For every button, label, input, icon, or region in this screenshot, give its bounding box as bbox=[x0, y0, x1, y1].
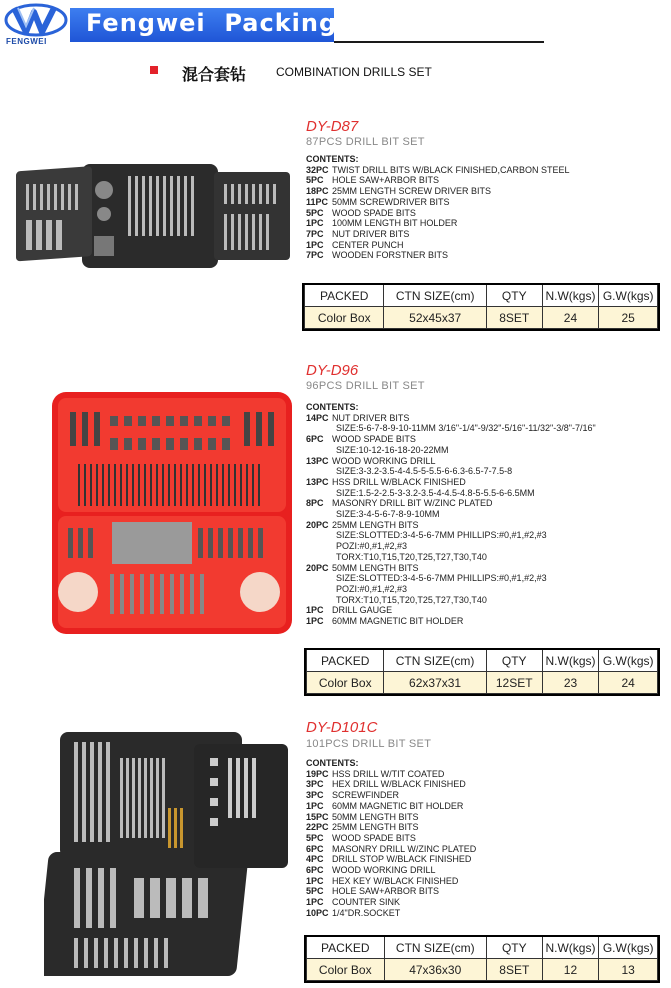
item-desc: 1/4"DR.SOCKET bbox=[332, 907, 401, 918]
item-qty: 10PC bbox=[306, 907, 329, 918]
header-ctn-size: CTN SIZE(cm) bbox=[384, 285, 486, 307]
item-qty: 18PC bbox=[306, 186, 329, 197]
contents-item bbox=[306, 434, 596, 445]
header-ctn-size: CTN SIZE(cm) bbox=[384, 937, 486, 959]
item-qty: 1PC bbox=[306, 605, 324, 616]
item-qty: 7PC bbox=[306, 250, 324, 261]
brand-name: Fengwei Packing bbox=[86, 9, 338, 37]
logo-text: FENGWEI bbox=[6, 37, 47, 46]
item-desc: POZI:#0,#1,#2,#3 bbox=[336, 583, 408, 594]
contents-item bbox=[306, 488, 596, 499]
item-qty: 3PC bbox=[306, 779, 324, 790]
product-code: DY-D96 bbox=[306, 362, 359, 379]
fengwei-logo bbox=[4, 2, 68, 42]
contents-item bbox=[306, 886, 476, 897]
contents-item bbox=[306, 477, 596, 488]
contents-item bbox=[306, 197, 570, 208]
contents-item bbox=[306, 812, 476, 823]
product-code: DY-D101C bbox=[306, 719, 378, 736]
item-desc: POZI:#0,#1,#2,#3 bbox=[336, 541, 408, 552]
section-title-en: COMBINATION DRILLS SET bbox=[276, 65, 432, 79]
contents-list bbox=[306, 402, 596, 627]
item-qty: 5PC bbox=[306, 832, 324, 843]
header-packed: PACKED bbox=[305, 285, 384, 307]
contents-item bbox=[306, 445, 596, 456]
item-desc: 100MM LENGTH BIT HOLDER bbox=[332, 218, 458, 229]
product-photo-dy-d101c bbox=[44, 728, 290, 978]
item-qty: 6PC bbox=[306, 434, 324, 445]
cell-gw: 13 bbox=[599, 959, 658, 981]
item-desc: MASONRY DRILL BIT W/ZINC PLATED bbox=[332, 498, 493, 509]
product-subtitle: 96PCS DRILL BIT SET bbox=[306, 380, 425, 392]
item-desc: DRILL STOP W/BLACK FINISHED bbox=[332, 854, 472, 865]
contents-item bbox=[306, 605, 596, 616]
contents-item bbox=[306, 520, 596, 531]
header-packed: PACKED bbox=[307, 650, 384, 672]
cell-packed: Color Box bbox=[307, 959, 385, 981]
header-ctn-size: CTN SIZE(cm) bbox=[384, 650, 486, 672]
header-gw: G.W(kgs) bbox=[599, 937, 658, 959]
header-nw: N.W(kgs) bbox=[542, 937, 599, 959]
item-desc: SIZE:SLOTTED:3-4-5-6-7MM PHILLIPS:#0,#1,#2,#3 bbox=[336, 573, 547, 584]
item-desc: TORX:T10,T15,T20,T25,T27,T30,T40 bbox=[336, 551, 487, 562]
item-desc: SIZE:3-4-5-6-7-8-9-10MM bbox=[336, 509, 440, 520]
item-desc: HSS DRILL W/BLACK FINISHED bbox=[332, 476, 466, 487]
item-qty: 6PC bbox=[306, 865, 324, 876]
cell-ctn-size: 47x36x30 bbox=[384, 959, 486, 981]
cell-packed: Color Box bbox=[305, 307, 384, 329]
item-desc: 25MM LENGTH BITS bbox=[332, 822, 419, 833]
cell-gw: 24 bbox=[599, 672, 658, 694]
item-desc: HEX DRILL W/BLACK FINISHED bbox=[332, 779, 466, 790]
item-qty: 22PC bbox=[306, 822, 329, 833]
item-desc: WOOD WORKING DRILL bbox=[332, 455, 436, 466]
cell-qty: 12SET bbox=[486, 672, 542, 694]
item-qty: 20PC bbox=[306, 519, 329, 530]
product-photo-dy-d96 bbox=[48, 388, 296, 638]
item-qty: 1PC bbox=[306, 239, 324, 250]
item-qty: 6PC bbox=[306, 843, 324, 854]
item-desc: SIZE:SLOTTED:3-4-5-6-7MM PHILLIPS:#0,#1,#2,#3 bbox=[336, 530, 547, 541]
header-qty: QTY bbox=[486, 650, 542, 672]
contents-item bbox=[306, 423, 596, 434]
item-qty: 8PC bbox=[306, 498, 324, 509]
cell-gw: 25 bbox=[599, 307, 658, 329]
item-desc: COUNTER SINK bbox=[332, 897, 401, 908]
item-qty: 7PC bbox=[306, 228, 324, 239]
cell-ctn-size: 62x37x31 bbox=[384, 672, 486, 694]
item-desc: 50MM LENGTH BITS bbox=[332, 811, 419, 822]
cell-nw: 24 bbox=[542, 307, 599, 329]
contents-item bbox=[306, 908, 476, 919]
item-desc: MASONRY DRILL W/ZINC PLATED bbox=[332, 843, 477, 854]
item-desc: WOOD SPADE BITS bbox=[332, 434, 416, 445]
item-desc: 60MM MAGNETIC BIT HOLDER bbox=[332, 616, 464, 627]
header-gw: G.W(kgs) bbox=[599, 285, 658, 307]
contents-item bbox=[306, 584, 596, 595]
contents-item bbox=[306, 897, 476, 908]
contents-item bbox=[306, 175, 570, 186]
cell-qty: 8SET bbox=[486, 307, 542, 329]
item-desc: 50MM SCREWDRIVER BITS bbox=[332, 196, 450, 207]
section-title-cn: 混合套钻 bbox=[182, 65, 247, 84]
item-qty: 3PC bbox=[306, 790, 324, 801]
contents-item bbox=[306, 186, 570, 197]
item-qty: 20PC bbox=[306, 562, 329, 573]
item-qty: 13PC bbox=[306, 476, 329, 487]
item-desc: WOOD SPADE BITS bbox=[332, 207, 416, 218]
item-qty: 13PC bbox=[306, 455, 329, 466]
contents-item bbox=[306, 208, 570, 219]
item-qty: 32PC bbox=[306, 164, 329, 175]
contents-item bbox=[306, 509, 596, 520]
item-desc: 60MM MAGNETIC BIT HOLDER bbox=[332, 800, 464, 811]
contents-item bbox=[306, 541, 596, 552]
product-code: DY-D87 bbox=[306, 118, 359, 135]
item-desc: SIZE:5-6-7-8-9-10-11MM 3/16"-1/4"-9/32"-5/16"-11/32"-3/8"-7/16" bbox=[336, 423, 596, 434]
contents-item bbox=[306, 573, 596, 584]
product-photo-dy-d87 bbox=[8, 150, 298, 270]
contents-item bbox=[306, 844, 476, 855]
contents-item bbox=[306, 250, 570, 261]
contents-item bbox=[306, 595, 596, 606]
cell-nw: 12 bbox=[542, 959, 599, 981]
item-qty: 1PC bbox=[306, 897, 324, 908]
contents-item bbox=[306, 229, 570, 240]
contents-item bbox=[306, 456, 596, 467]
header-nw: N.W(kgs) bbox=[542, 285, 599, 307]
item-desc: SIZE:1.5-2-2.5-3-3.2-3.5-4-4.5-4.8-5-5.5-6-6.5MM bbox=[336, 487, 535, 498]
contents-item bbox=[306, 865, 476, 876]
contents-item bbox=[306, 466, 596, 477]
contents-item bbox=[306, 779, 476, 790]
product-subtitle: 87PCS DRILL BIT SET bbox=[306, 136, 425, 148]
item-desc: CENTER PUNCH bbox=[332, 239, 404, 250]
item-qty: 15PC bbox=[306, 811, 329, 822]
contents-label: CONTENTS: bbox=[306, 402, 359, 412]
contents-item bbox=[306, 563, 596, 574]
item-desc: WOOD SPADE BITS bbox=[332, 832, 416, 843]
header-packed: PACKED bbox=[307, 937, 385, 959]
item-desc: DRILL GAUGE bbox=[332, 605, 393, 616]
contents-item bbox=[306, 801, 476, 812]
item-desc: 25MM LENGTH SCREW DRIVER BITS bbox=[332, 186, 492, 197]
item-qty: 5PC bbox=[306, 886, 324, 897]
cell-nw: 23 bbox=[542, 672, 599, 694]
item-desc: HOLE SAW+ARBOR BITS bbox=[332, 175, 439, 186]
contents-item bbox=[306, 165, 570, 176]
item-desc: NUT DRIVER BITS bbox=[332, 228, 410, 239]
cell-ctn-size: 52x45x37 bbox=[384, 307, 486, 329]
item-desc: HOLE SAW+ARBOR BITS bbox=[332, 886, 439, 897]
header-nw: N.W(kgs) bbox=[542, 650, 599, 672]
contents-list bbox=[306, 154, 570, 261]
item-qty: 14PC bbox=[306, 412, 329, 423]
item-desc: HEX KEY W/BLACK FINISHED bbox=[332, 875, 459, 886]
item-qty: 11PC bbox=[306, 196, 329, 207]
contents-label: CONTENTS: bbox=[306, 758, 359, 768]
item-desc: TWIST DRILL BITS W/BLACK FINISHED,CARBON STEEL bbox=[332, 164, 570, 175]
item-desc: 25MM LENGTH BITS bbox=[332, 519, 419, 530]
contents-item bbox=[306, 240, 570, 251]
contents-item bbox=[306, 413, 596, 424]
item-desc: SIZE:10-12-16-18-20-22MM bbox=[336, 444, 449, 455]
product-subtitle: 101PCS DRILL BIT SET bbox=[306, 738, 432, 750]
header-gw: G.W(kgs) bbox=[599, 650, 658, 672]
item-desc: WOODEN FORSTNER BITS bbox=[332, 250, 449, 261]
item-qty: 1PC bbox=[306, 875, 324, 886]
item-desc: 50MM LENGTH BITS bbox=[332, 562, 419, 573]
contents-item bbox=[306, 790, 476, 801]
contents-item bbox=[306, 822, 476, 833]
spec-table-frame bbox=[304, 935, 660, 983]
item-qty: 5PC bbox=[306, 175, 324, 186]
item-qty: 4PC bbox=[306, 854, 324, 865]
contents-item bbox=[306, 876, 476, 887]
item-desc: SCREWFINDER bbox=[332, 790, 399, 801]
contents-item bbox=[306, 498, 596, 509]
contents-item bbox=[306, 530, 596, 541]
contents-item bbox=[306, 769, 476, 780]
item-desc: SIZE:3-3.2-3.5-4-4.5-5-5.5-6-6.3-6.5-7-7.5-8 bbox=[336, 466, 513, 477]
contents-item bbox=[306, 854, 476, 865]
spec-table-frame bbox=[302, 283, 660, 331]
bullet-square-icon bbox=[150, 66, 158, 74]
item-desc: NUT DRIVER BITS bbox=[332, 412, 410, 423]
item-qty: 1PC bbox=[306, 800, 324, 811]
contents-list bbox=[306, 758, 476, 919]
contents-label: CONTENTS: bbox=[306, 154, 359, 164]
spec-table-frame bbox=[304, 648, 660, 696]
cell-qty: 8SET bbox=[486, 959, 542, 981]
item-qty: 5PC bbox=[306, 207, 324, 218]
item-qty: 19PC bbox=[306, 768, 329, 779]
item-desc: WOOD WORKING DRILL bbox=[332, 865, 436, 876]
header-qty: QTY bbox=[486, 937, 542, 959]
contents-item bbox=[306, 833, 476, 844]
item-qty: 1PC bbox=[306, 616, 324, 627]
item-desc: TORX:T10,T15,T20,T25,T27,T30,T40 bbox=[336, 594, 487, 605]
header-rule bbox=[334, 41, 544, 43]
contents-item bbox=[306, 616, 596, 627]
contents-item bbox=[306, 218, 570, 229]
item-desc: HSS DRILL W/TIT COATED bbox=[332, 768, 445, 779]
contents-item bbox=[306, 552, 596, 563]
page-header bbox=[0, 0, 671, 48]
header-qty: QTY bbox=[486, 285, 542, 307]
item-qty: 1PC bbox=[306, 218, 324, 229]
cell-packed: Color Box bbox=[307, 672, 384, 694]
